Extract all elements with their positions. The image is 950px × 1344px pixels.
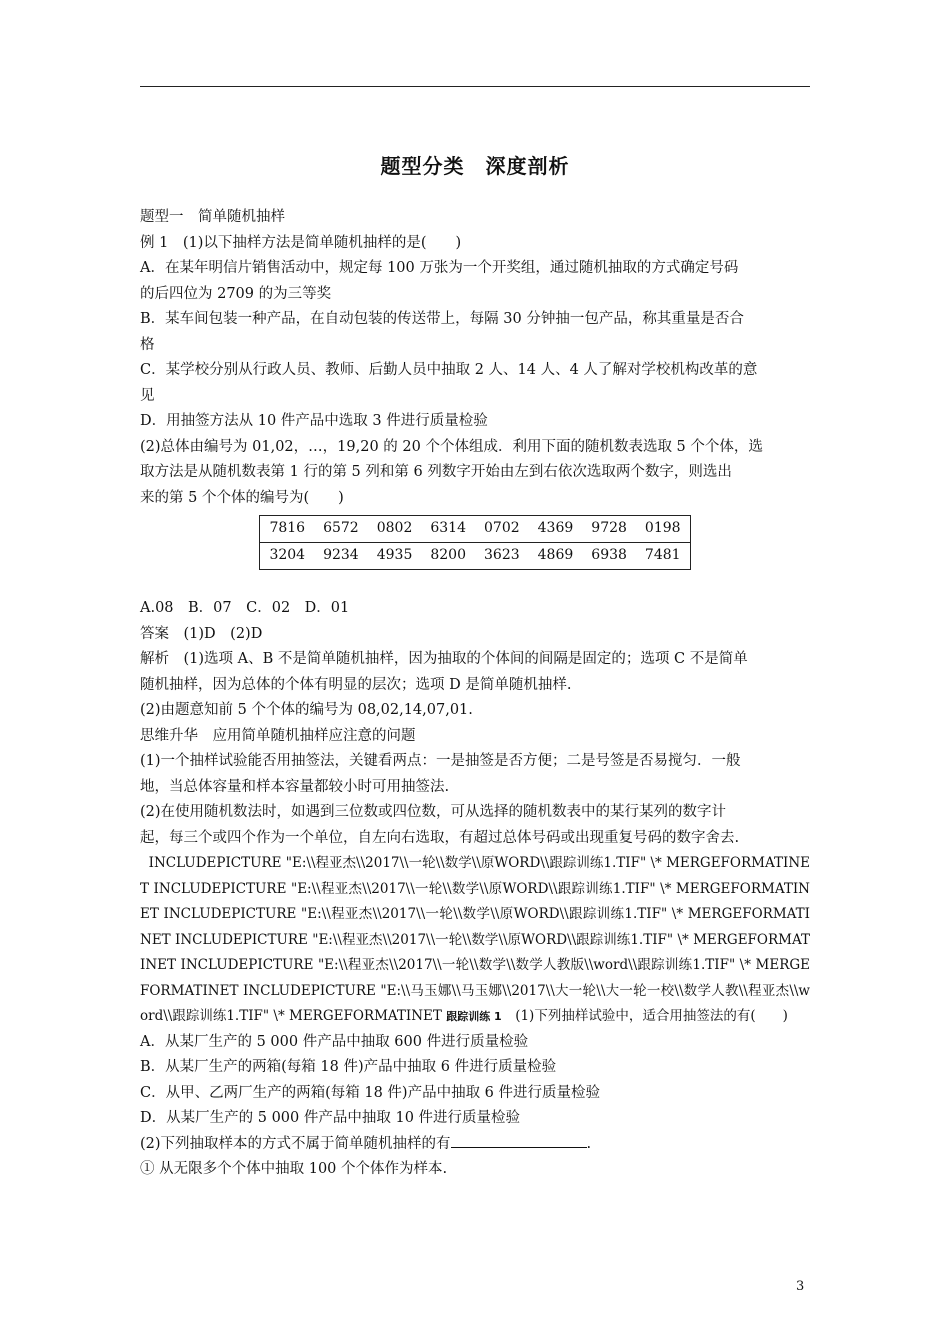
- include-field-block: [140, 851, 810, 1030]
- table-row: [260, 543, 690, 570]
- table-cell: 9234: [323, 547, 359, 564]
- table-cell: 3623: [484, 547, 520, 564]
- table-cell: 8200: [430, 547, 466, 564]
- tracking-option-d: D．从某厂生产的 5 000 件产品中抽取 10 件进行质量检验: [140, 1110, 521, 1126]
- analysis-line2: 随机抽样，因为总体的个体有明显的层次；选项 D 是简单随机抽样.: [140, 676, 572, 693]
- example1-question2-line1: (2)总体由编号为 01,02，…，19,20 的 20 个个体组成．利用下面的随机数表选取 5 个个体，选: [140, 438, 763, 455]
- insight-1-line1: (1)一个抽样试验能否用抽签法，关键看两点：一是抽签是否方便；二是号签是否易搅匀．一般: [140, 753, 741, 769]
- insight-1-line2: 地，当总体容量和样本容量都较小时可用抽签法.: [140, 778, 450, 795]
- table-cell: 9728: [582, 516, 636, 543]
- table-cell: 4369: [529, 516, 583, 543]
- insight-2-line2: 起，每三个或四个作为一个单位，自左向右选取，有超过总体号码或出现重复号码的数字舍去.: [140, 829, 740, 846]
- example1-question1: 例 1 (1)以下抽样方法是简单随机抽样的是( ): [140, 234, 462, 251]
- table-cell: 7816: [260, 516, 314, 543]
- table-cell: 6938: [591, 547, 627, 564]
- tracking-tag: 跟踪训练 1: [446, 1010, 502, 1023]
- table-cell: 4935: [376, 547, 413, 564]
- page-content: [140, 205, 810, 1183]
- table-cell: 0198: [636, 516, 690, 543]
- example1-option-c-line2: 见: [140, 387, 155, 404]
- table-cell: 4869: [537, 547, 574, 564]
- include-field-text: INCLUDEPICTURE "E:\\程亚杰\\2017\\一轮\\数学\\原WORD\\跟踪训练1.TIF" \* MERGEFORMATINET INCLUDEPICTURE "E:\\程亚杰\\2017\\一轮\\数学\\原WORD\\跟踪训练1.TIF" \* MERGEFORMATINET INCLUDEPICTURE "E:\\程亚杰\\2017\\一轮\\数学\\原WORD\\跟踪训练1.TIF" \* MERGEFORMATINET INCLUDEPICTURE "E:\\程亚杰\\2017\\一轮\\数学\\原WORD\\跟踪训练1.TIF" \* MERGEFORMATINET INCLUDEPICTURE "E:\\程亚杰\\2017\\一轮\\数学\\数学人教版\\word\\跟踪训练1.TIF" \* MERGEFORMATINET INCLUDEPICTURE "E:\\马玉娜\\马玉娜\\2017\\大一轮\\大一轮一校\\数学人教\\程亚杰\\word\\跟踪训练1.TIF" \* MERGEFORMATINET: [140, 855, 810, 1024]
- insight-2-line1: (2)在使用随机数法时，如遇到三位数或四位数，可从选择的随机数表中的某行某列的数字计: [140, 804, 727, 820]
- table-cell: 0702: [475, 516, 529, 543]
- table-cell: 6572: [314, 516, 368, 543]
- type-heading: 题型一 简单随机抽样: [140, 209, 285, 225]
- example1-option-d: D．用抽签方法从 10 件产品中选取 3 件进行质量检验: [140, 413, 488, 429]
- table-cell: 7481: [644, 547, 681, 564]
- tracking-option-a: A．从某厂生产的 5 000 件产品中抽取 600 件进行质量检验: [140, 1033, 529, 1050]
- example1-option-a-line2: 的后四位为 2709 的为三等奖: [140, 285, 332, 302]
- example1-option-a-line1: A．在某年明信片销售活动中，规定每 100 万张为一个开奖组，通过随机抽取的方式确定号码: [140, 260, 739, 276]
- answer: 答案 (1)D (2)D: [140, 625, 263, 642]
- header-rule: [140, 86, 810, 87]
- random-number-table: [259, 515, 690, 570]
- table-cell: 6314: [421, 516, 475, 543]
- example1-option-c-line1: C．某学校分别从行政人员、教师、后勤人员中抽取 2 人、14 人、4 人了解对学校机构改革的意: [140, 362, 758, 378]
- analysis-line1: 解析 (1)选项 A、B 不是简单随机抽样，因为抽取的个体间的间隔是固定的；选项 C 不是简单: [140, 651, 748, 667]
- page-number: 3: [796, 1279, 805, 1294]
- random-number-table-wrap: [140, 515, 810, 570]
- table-row: [260, 516, 690, 543]
- example1-question2-options: A.08 B．07 C．02 D．01: [140, 600, 350, 616]
- analysis-line3: (2)由题意知前 5 个个体的编号为 08,02,14,07,01.: [140, 702, 473, 718]
- example1-option-b-line2: 格: [140, 336, 155, 353]
- answer-blank[interactable]: [451, 1133, 587, 1148]
- table-cell: 3204: [269, 547, 306, 564]
- example1-option-b-line1: B．某车间包装一种产品，在自动包装的传送带上，每隔 30 分钟抽一包产品，称其重量是否合: [140, 311, 744, 327]
- tracking-question2-item1: ① 从无限多个个体中抽取 100 个个体作为样本.: [140, 1161, 448, 1177]
- example1-question2-line3: 来的第 5 个个体的编号为( ): [140, 489, 344, 506]
- tracking-question1-part1: (1)下列抽样试验中，适合用抽: [501, 1008, 697, 1024]
- tracking-option-c: C．从甲、乙两厂生产的两箱(每箱 18 件)产品中抽取 6 件进行质量检验: [140, 1084, 601, 1101]
- insight-title: 思维升华 应用简单随机抽样应注意的问题: [140, 727, 416, 744]
- tracking-question1-part2: 签法的有( ): [696, 1008, 788, 1024]
- tracking-option-b: B．从某厂生产的两箱(每箱 18 件)产品中抽取 6 件进行质量检验: [140, 1059, 557, 1075]
- table-cell: 0802: [368, 516, 422, 543]
- tracking-question2-end: .: [586, 1135, 592, 1152]
- tracking-question2-text: (2)下列抽取样本的方式不属于简单随机抽样的有: [140, 1135, 451, 1152]
- section-title: 题型分类 深度剖析: [380, 154, 570, 178]
- example1-question2-line2: 取方法是从随机数表第 1 行的第 5 列和第 6 列数字开始由左到右依次选取两个数字，则选出: [140, 464, 732, 480]
- tracking-question2: [140, 1132, 810, 1158]
